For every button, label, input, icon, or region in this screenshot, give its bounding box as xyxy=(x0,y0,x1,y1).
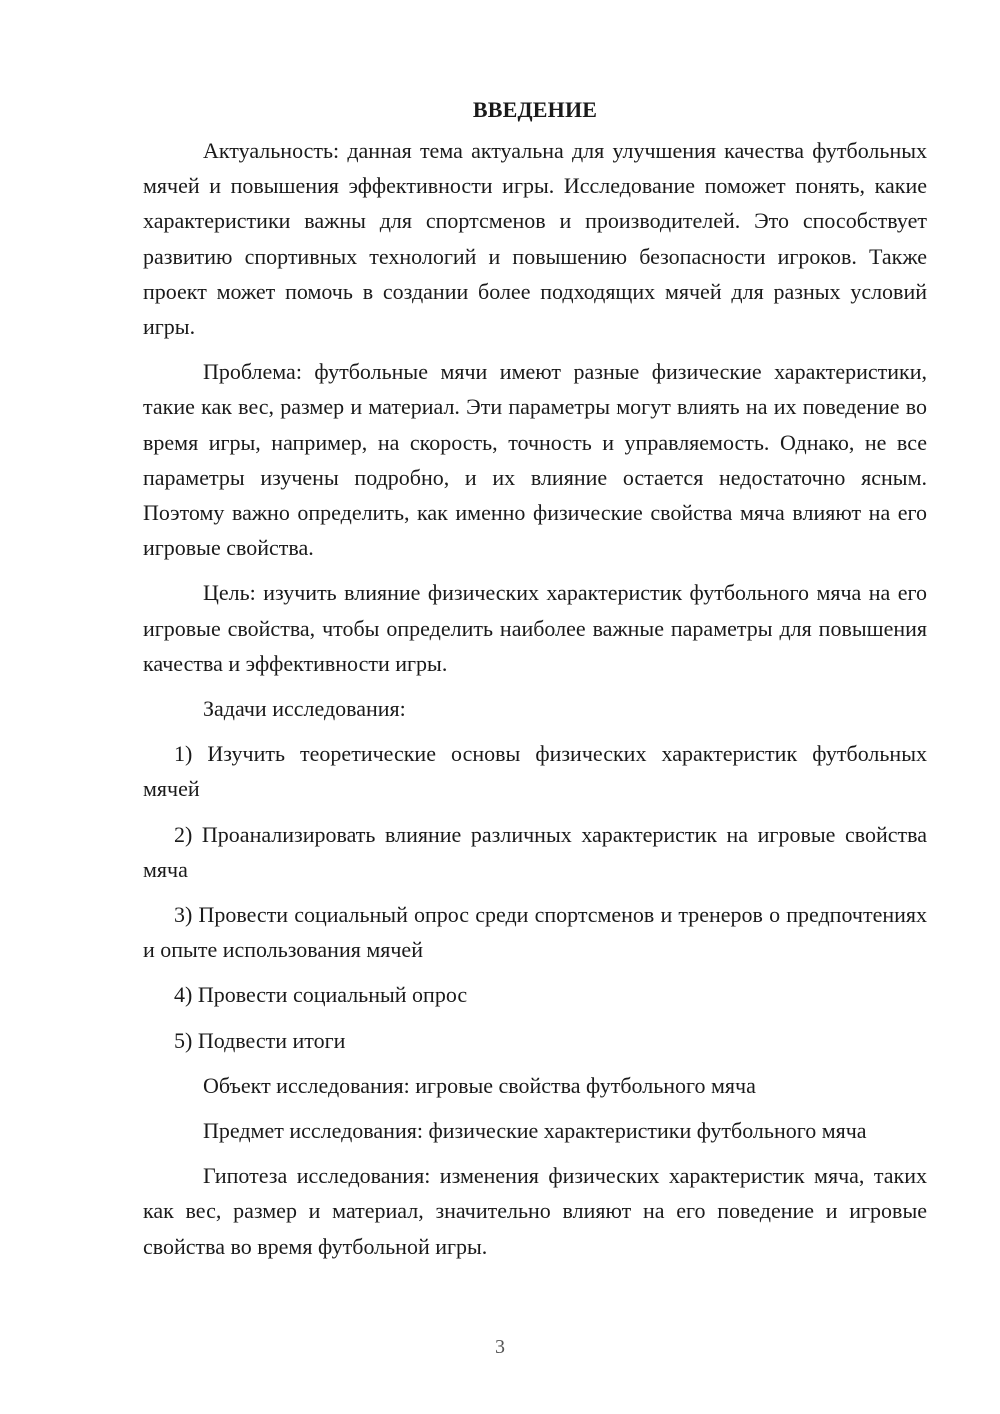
document-page xyxy=(143,92,927,1274)
paragraph-subject: Предмет исследования: физические характеристики футбольного мяча xyxy=(203,1118,867,1144)
paragraph-tasks-heading: Задачи исследования: xyxy=(203,696,406,722)
list-item-task-4: 4) Провести социальный опрос xyxy=(174,982,468,1008)
page-number: 3 xyxy=(495,1336,505,1358)
list-item-task-5: 5) Подвести итоги xyxy=(174,1027,346,1053)
page-title: ВВЕДЕНИЕ xyxy=(472,97,598,122)
paragraph-relevance: Актуальность: данная тема актуальна для улучшения качества футбольных мячей и повышения эффективности игры. Исследование поможет понять, какие характеристики важны для спортсменов и производителей. Это способствует развитию спортивных технологий и повышению безопасности игроков. Также проект может помочь в создании более подходящих мячей для разных условий игры. xyxy=(143,138,927,340)
paragraph-problem: Проблема: футбольные мячи имеют разные физические характеристики, такие как вес, размер и материал. Эти параметры могут влиять на их поведение во время игры, например, на скорость, точность и управляемость. Однако, не все параметры изучены подробно, и их влияние остается недостаточно ясным. Поэтому важно определить, как именно физические свойства мяча влияют на его игровые свойства. xyxy=(143,359,927,561)
paragraph-object: Объект исследования: игровые свойства футбольного мяча xyxy=(203,1072,756,1098)
paragraph-hypothesis: Гипотеза исследования: изменения физических характеристик мяча, таких как вес, размер и материал, значительно влияют на его поведение и игровые свойства во время футбольной игры. xyxy=(143,1163,927,1259)
list-item-task-2: 2) Проанализировать влияние различных характеристик на игровые свойства мяча xyxy=(143,821,927,882)
list-item-task-3: 3) Провести социальный опрос среди спортсменов и тренеров о предпочтениях и опыте использования мячей xyxy=(143,902,927,963)
list-item-task-1: 1) Изучить теоретические основы физических характеристик футбольных мячей xyxy=(143,741,927,802)
paragraph-goal: Цель: изучить влияние физических характеристик футбольного мяча на его игровые свойства, чтобы определить наиболее важные параметры для повышения качества и эффективности игры. xyxy=(143,580,927,676)
